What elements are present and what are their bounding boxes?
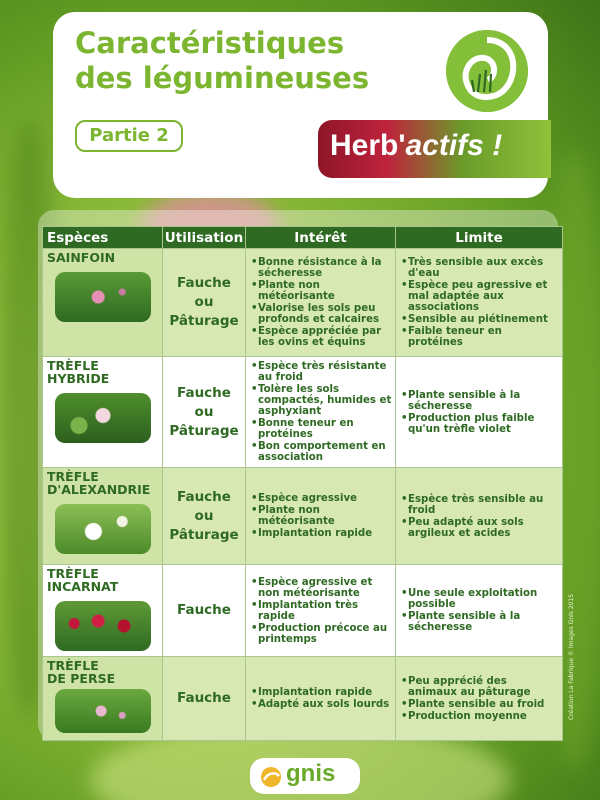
limit-item: • Sensible au piétinement [401, 314, 559, 325]
limit-cell [396, 249, 563, 357]
legumes-table [42, 226, 563, 741]
limit-item: • Peu apprécié des animaux au pâturage [401, 676, 559, 698]
interest-item: • Production précoce au printemps [251, 623, 392, 645]
species-cell [43, 357, 163, 468]
interest-item: • Tolère les sols compactés, humides et asphyxiant [251, 384, 392, 417]
interest-cell [246, 249, 396, 357]
limit-cell [396, 565, 563, 657]
interest-item: • Adapté aux sols lourds [251, 699, 392, 710]
interest-item: • Espèce agressive et non météorisante [251, 577, 392, 599]
table-row [43, 468, 563, 565]
limit-item: • Très sensible aux excès d'eau [401, 257, 559, 279]
limit-item: • Production plus faible qu'un trèfle violet [401, 413, 559, 435]
interest-item: • Espèce très résistante au froid [251, 361, 392, 383]
interest-item: • Espèce appréciée par les ovins et équins [251, 326, 392, 348]
limit-item: • Espèce peu agressive et mal adaptée aux associations [401, 280, 559, 313]
species-cell [43, 249, 163, 357]
persian-clover-photo [55, 689, 151, 733]
limit-item: • Faible teneur en protéines [401, 326, 559, 348]
interest-item: • Plante non météorisante [251, 280, 392, 302]
interest-item: • Plante non météorisante [251, 505, 392, 527]
hybrid-clover-photo [55, 393, 151, 443]
interest-item: • Implantation rapide [251, 528, 392, 539]
interest-item: • Implantation très rapide [251, 600, 392, 622]
use-cell: Fauche ou Pâturage [163, 468, 246, 565]
species-name: TRÈFLE DE PERSE [47, 658, 116, 686]
part-badge: Partie 2 [75, 120, 183, 152]
species-name: TRÈFLE INCARNAT [47, 566, 119, 594]
species-cell [43, 468, 163, 565]
table-row [43, 357, 563, 468]
limit-cell [396, 657, 563, 741]
table-row [43, 249, 563, 357]
species-name: TRÈFLE D'ALEXANDRIE [47, 469, 151, 497]
gnis-logo [250, 758, 360, 794]
page-title: Caractéristiques des légumineuses [75, 26, 370, 95]
brand-accent: actifs ! [405, 129, 503, 162]
interest-item: • Espèce agressive [251, 493, 392, 504]
species-name: TRÈFLE HYBRIDE [47, 358, 110, 386]
limit-item: • Une seule exploitation possible [401, 588, 559, 610]
species-cell [43, 657, 163, 741]
sainfoin-plant-photo [55, 272, 151, 322]
col-header-limit: Limite [396, 227, 563, 249]
limit-cell [396, 468, 563, 565]
limit-cell [396, 357, 563, 468]
interest-item: • Bonne teneur en protéines [251, 418, 392, 440]
table-row [43, 657, 563, 741]
interest-item: • Implantation rapide [251, 687, 392, 698]
interest-item: • Bonne résistance à la sécheresse [251, 257, 392, 279]
interest-item: • Valorise les sols peu profonds et calcaires [251, 303, 392, 325]
use-cell: Fauche [163, 657, 246, 741]
limit-item: • Peu adapté aux sols argileux et acides [401, 517, 559, 539]
interest-item: • Bon comportement en association [251, 441, 392, 463]
alexandria-clover-photo [55, 504, 151, 554]
brand-main: Herb' [330, 129, 406, 162]
herbactifs-banner [318, 120, 551, 178]
limit-item: • Plante sensible à la sécheresse [401, 611, 559, 633]
interest-cell [246, 357, 396, 468]
use-cell: Fauche ou Pâturage [163, 357, 246, 468]
table-row [43, 565, 563, 657]
limit-item: • Production moyenne [401, 711, 559, 722]
limit-item: • Plante sensible à la sécheresse [401, 390, 559, 412]
interest-cell [246, 468, 396, 565]
herbactifs-logo-icon [446, 30, 528, 112]
use-cell: Fauche ou Pâturage [163, 249, 246, 357]
limit-item: • Plante sensible au froid [401, 699, 559, 710]
interest-cell [246, 657, 396, 741]
header-card [53, 12, 548, 198]
species-name: SAINFOIN [47, 250, 116, 265]
interest-cell [246, 565, 396, 657]
crimson-clover-photo [55, 601, 151, 651]
use-cell: Fauche [163, 565, 246, 657]
col-header-species: Espèces [43, 227, 163, 249]
gnis-wordmark: gnis [286, 760, 336, 787]
species-cell [43, 565, 163, 657]
table-header-row [43, 227, 563, 249]
col-header-use: Utilisation [163, 227, 246, 249]
col-header-interest: Intérêt [246, 227, 396, 249]
limit-item: • Espèce très sensible au froid [401, 494, 559, 516]
gnis-mark-icon [260, 766, 282, 788]
credit-text: Création La Fabrique © Images Gnis 2015 [568, 593, 575, 720]
